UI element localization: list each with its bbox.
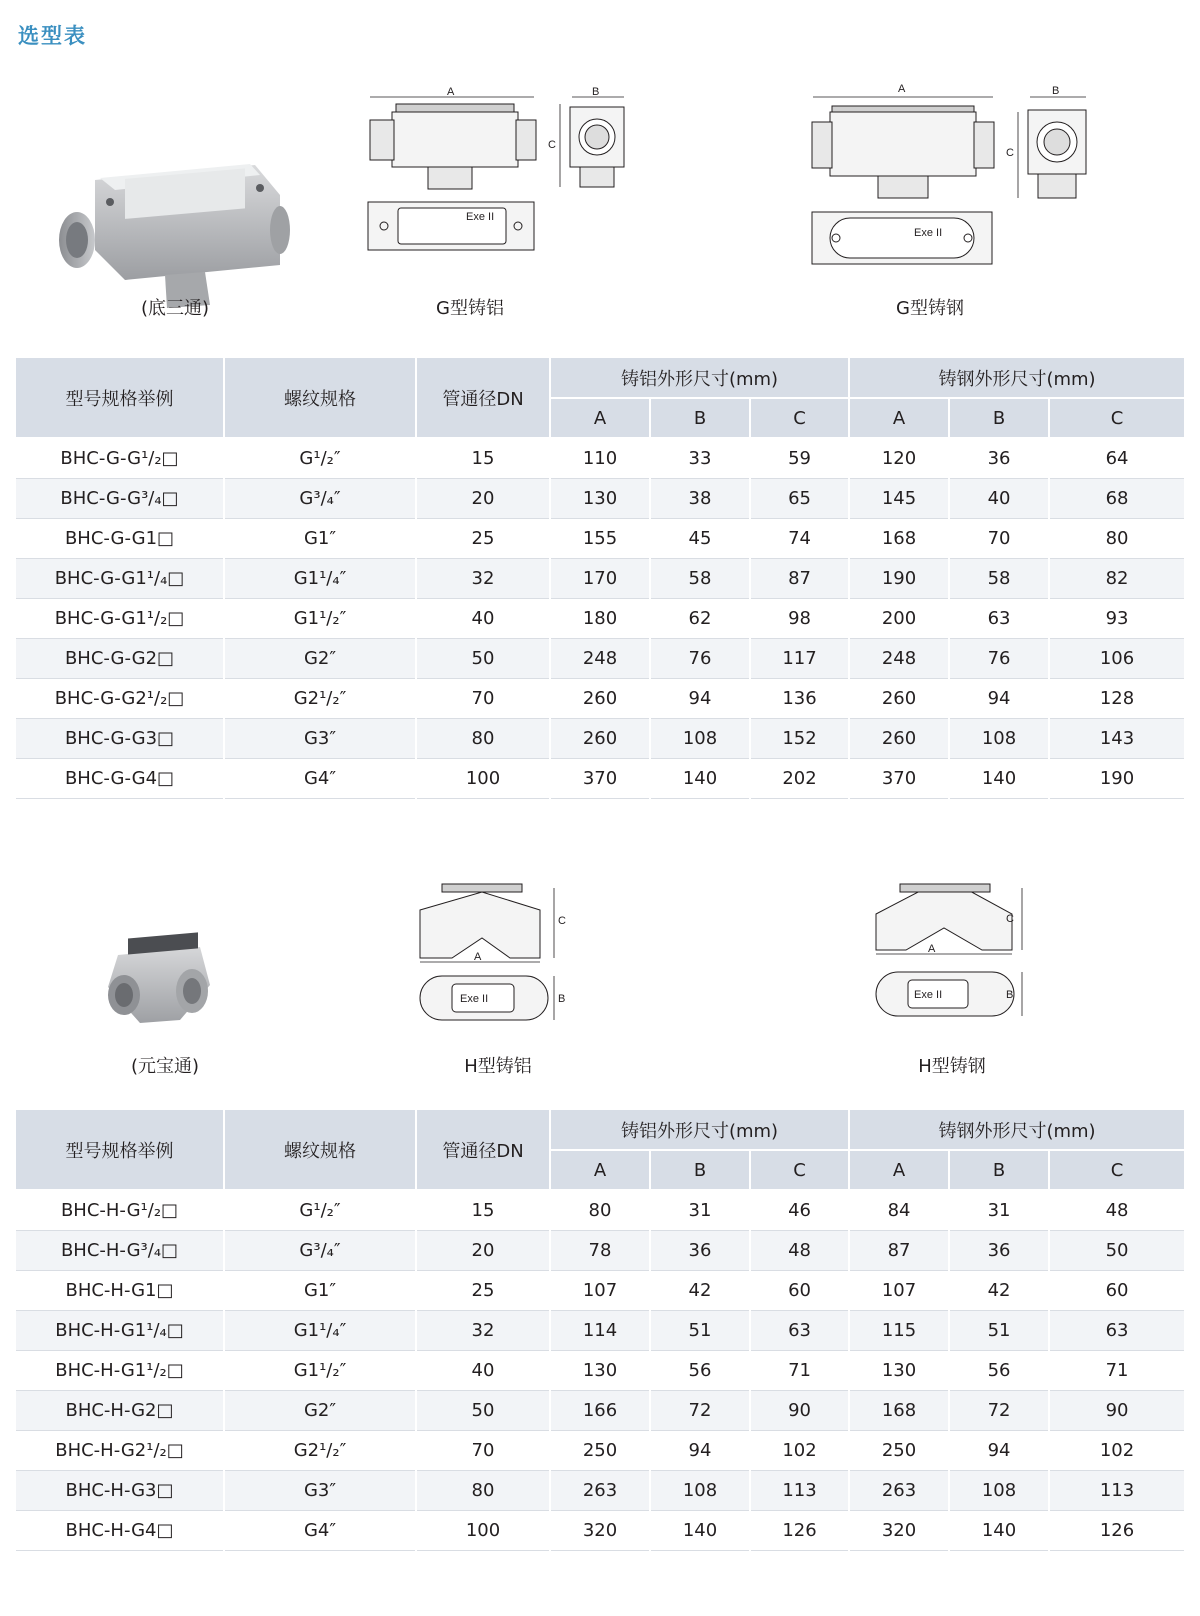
cell-model: BHC-H-G2□ [16, 1391, 224, 1431]
cell-al-c: 46 [750, 1190, 849, 1231]
exe-mark: Exe II [460, 993, 489, 1005]
cell-al-b: 94 [650, 679, 750, 719]
cell-dn: 50 [416, 639, 550, 679]
cell-thread: G³/₄″ [224, 479, 416, 519]
table-row [16, 1391, 1184, 1431]
dim-a-label: A [898, 83, 906, 95]
cell-model: BHC-H-G4□ [16, 1511, 224, 1551]
cell-st-b: 42 [949, 1271, 1049, 1311]
header-model: 型号规格举例 [16, 358, 224, 438]
section-h-type [0, 870, 1200, 1610]
table-body-g [16, 438, 1184, 799]
cell-st-a: 260 [849, 719, 949, 759]
cell-st-a: 260 [849, 679, 949, 719]
cell-al-b: 94 [650, 1431, 750, 1471]
header-st-c: C [1049, 1150, 1184, 1190]
header-st-b: B [949, 1150, 1049, 1190]
cell-st-a: 115 [849, 1311, 949, 1351]
cell-thread: G4″ [224, 1511, 416, 1551]
cell-st-a: 320 [849, 1511, 949, 1551]
cell-al-b: 36 [650, 1231, 750, 1271]
dim-c-label: C [1006, 913, 1014, 925]
header-al-b: B [650, 1150, 750, 1190]
cell-al-c: 98 [750, 599, 849, 639]
cell-st-b: 140 [949, 1511, 1049, 1551]
cell-al-a: 170 [550, 559, 650, 599]
cell-al-a: 320 [550, 1511, 650, 1551]
table-row [16, 679, 1184, 719]
section-g-type [0, 60, 1200, 820]
cell-st-c: 82 [1049, 559, 1184, 599]
cell-al-b: 45 [650, 519, 750, 559]
dim-a-label: A [474, 951, 482, 963]
cell-dn: 70 [416, 679, 550, 719]
cell-st-c: 60 [1049, 1271, 1184, 1311]
cell-st-a: 168 [849, 519, 949, 559]
cell-thread: G¹/₂″ [224, 438, 416, 479]
dim-c-label: C [1006, 147, 1014, 159]
header-st-a: A [849, 1150, 949, 1190]
header-al-c: C [750, 1150, 849, 1190]
cell-dn: 15 [416, 1190, 550, 1231]
cell-thread: G1¹/₄″ [224, 559, 416, 599]
caption-h-aluminum: H型铸铝 [464, 1056, 532, 1077]
cell-st-a: 248 [849, 639, 949, 679]
cell-al-c: 48 [750, 1231, 849, 1271]
cell-model: BHC-G-G2□ [16, 639, 224, 679]
cell-st-b: 36 [949, 438, 1049, 479]
cell-thread: G2″ [224, 1391, 416, 1431]
cell-al-c: 59 [750, 438, 849, 479]
cell-al-b: 76 [650, 639, 750, 679]
table-row [16, 719, 1184, 759]
cell-al-a: 248 [550, 639, 650, 679]
cell-st-a: 263 [849, 1471, 949, 1511]
cell-st-a: 145 [849, 479, 949, 519]
cell-al-a: 263 [550, 1471, 650, 1511]
drawing-h-aluminum [412, 880, 582, 1030]
cell-al-c: 65 [750, 479, 849, 519]
cell-al-c: 126 [750, 1511, 849, 1551]
cell-dn: 80 [416, 719, 550, 759]
cell-al-b: 51 [650, 1311, 750, 1351]
cell-model: BHC-H-G³/₄□ [16, 1231, 224, 1271]
cell-al-a: 130 [550, 1351, 650, 1391]
cell-st-b: 36 [949, 1231, 1049, 1271]
cell-thread: G2¹/₂″ [224, 1431, 416, 1471]
header-dn: 管通径DN [416, 358, 550, 438]
cell-al-b: 108 [650, 719, 750, 759]
header-steel-group: 铸钢外形尺寸(mm) [849, 1110, 1184, 1150]
dim-c-label: C [548, 139, 556, 151]
cell-al-c: 113 [750, 1471, 849, 1511]
table-row [16, 1271, 1184, 1311]
cell-al-c: 74 [750, 519, 849, 559]
cell-dn: 100 [416, 759, 550, 799]
cell-model: BHC-G-G³/₄□ [16, 479, 224, 519]
cell-st-b: 140 [949, 759, 1049, 799]
cell-thread: G1″ [224, 1271, 416, 1311]
cell-thread: G1¹/₂″ [224, 599, 416, 639]
cell-st-b: 72 [949, 1391, 1049, 1431]
cell-st-c: 50 [1049, 1231, 1184, 1271]
dim-b-label: B [592, 86, 600, 98]
cell-al-a: 110 [550, 438, 650, 479]
header-model: 型号规格举例 [16, 1110, 224, 1190]
cell-al-b: 33 [650, 438, 750, 479]
cell-al-b: 58 [650, 559, 750, 599]
cell-thread: G¹/₂″ [224, 1190, 416, 1231]
header-thread: 螺纹规格 [224, 358, 416, 438]
cell-st-b: 31 [949, 1190, 1049, 1231]
header-aluminum-group: 铸铝外形尺寸(mm) [550, 1110, 849, 1150]
dim-a-label: A [447, 86, 455, 98]
cell-st-b: 58 [949, 559, 1049, 599]
cell-st-c: 63 [1049, 1311, 1184, 1351]
caption-ingot-tee: (元宝通) [130, 1056, 200, 1077]
cell-al-c: 102 [750, 1431, 849, 1471]
drawing-g-aluminum [362, 82, 652, 282]
cell-st-c: 143 [1049, 719, 1184, 759]
table-row [16, 1351, 1184, 1391]
cell-thread: G4″ [224, 759, 416, 799]
table-row [16, 438, 1184, 479]
cell-st-a: 130 [849, 1351, 949, 1391]
cell-dn: 25 [416, 1271, 550, 1311]
cell-st-b: 70 [949, 519, 1049, 559]
cell-al-b: 108 [650, 1471, 750, 1511]
caption-g-aluminum: G型铸铝 [436, 298, 504, 319]
dim-a-label: A [928, 943, 936, 955]
cell-al-c: 71 [750, 1351, 849, 1391]
cell-st-b: 108 [949, 1471, 1049, 1511]
cell-model: BHC-G-G1□ [16, 519, 224, 559]
cell-st-b: 40 [949, 479, 1049, 519]
cell-al-c: 202 [750, 759, 849, 799]
cell-al-c: 136 [750, 679, 849, 719]
cell-thread: G1¹/₂″ [224, 1351, 416, 1391]
cell-model: BHC-H-G1□ [16, 1271, 224, 1311]
cell-al-b: 140 [650, 1511, 750, 1551]
page-title: 选型表 [18, 24, 87, 48]
dim-b-label: B [1006, 989, 1014, 1001]
cell-model: BHC-G-G1¹/₂□ [16, 599, 224, 639]
cell-dn: 25 [416, 519, 550, 559]
cell-dn: 100 [416, 1511, 550, 1551]
cell-model: BHC-G-G¹/₂□ [16, 438, 224, 479]
cell-thread: G1¹/₄″ [224, 1311, 416, 1351]
dim-b-label: B [1052, 85, 1060, 97]
drawing-g-steel [808, 82, 1108, 282]
cell-st-c: 48 [1049, 1190, 1184, 1231]
exe-mark: Exe II [466, 211, 495, 223]
cell-al-a: 107 [550, 1271, 650, 1311]
cell-model: BHC-G-G1¹/₄□ [16, 559, 224, 599]
cell-model: BHC-H-G3□ [16, 1471, 224, 1511]
cell-al-b: 42 [650, 1271, 750, 1311]
cell-st-c: 64 [1049, 438, 1184, 479]
table-row [16, 479, 1184, 519]
cell-st-b: 56 [949, 1351, 1049, 1391]
table-row [16, 1190, 1184, 1231]
cell-al-b: 38 [650, 479, 750, 519]
cell-al-a: 180 [550, 599, 650, 639]
cell-st-a: 190 [849, 559, 949, 599]
table-body-h [16, 1190, 1184, 1551]
cell-st-c: 128 [1049, 679, 1184, 719]
cell-st-c: 71 [1049, 1351, 1184, 1391]
header-st-c: C [1049, 398, 1184, 438]
header-st-b: B [949, 398, 1049, 438]
cell-st-c: 126 [1049, 1511, 1184, 1551]
cell-model: BHC-G-G3□ [16, 719, 224, 759]
cell-al-a: 260 [550, 719, 650, 759]
header-al-a: A [550, 1150, 650, 1190]
cell-st-a: 84 [849, 1190, 949, 1231]
table-row [16, 1431, 1184, 1471]
cell-dn: 80 [416, 1471, 550, 1511]
cell-st-a: 250 [849, 1431, 949, 1471]
cell-al-b: 140 [650, 759, 750, 799]
header-al-b: B [650, 398, 750, 438]
cell-al-a: 250 [550, 1431, 650, 1471]
drawing-h-steel [872, 880, 1042, 1030]
cell-thread: G3″ [224, 1471, 416, 1511]
cell-st-a: 370 [849, 759, 949, 799]
cell-thread: G2″ [224, 639, 416, 679]
header-st-a: A [849, 398, 949, 438]
cell-st-a: 200 [849, 599, 949, 639]
header-aluminum-group: 铸铝外形尺寸(mm) [550, 358, 849, 398]
cell-al-c: 63 [750, 1311, 849, 1351]
table-row [16, 1231, 1184, 1271]
cell-st-a: 168 [849, 1391, 949, 1431]
cell-al-c: 60 [750, 1271, 849, 1311]
cell-dn: 15 [416, 438, 550, 479]
cell-al-c: 87 [750, 559, 849, 599]
cell-st-a: 87 [849, 1231, 949, 1271]
cell-thread: G3″ [224, 719, 416, 759]
table-row [16, 759, 1184, 799]
cell-st-c: 190 [1049, 759, 1184, 799]
cell-st-c: 80 [1049, 519, 1184, 559]
cell-al-b: 62 [650, 599, 750, 639]
cell-st-b: 63 [949, 599, 1049, 639]
cell-model: BHC-H-G1¹/₂□ [16, 1351, 224, 1391]
cell-st-b: 51 [949, 1311, 1049, 1351]
cell-dn: 50 [416, 1391, 550, 1431]
table-row [16, 1511, 1184, 1551]
exe-mark: Exe II [914, 227, 943, 239]
cell-thread: G2¹/₂″ [224, 679, 416, 719]
cell-st-c: 106 [1049, 639, 1184, 679]
cell-st-a: 120 [849, 438, 949, 479]
cell-al-c: 90 [750, 1391, 849, 1431]
cell-dn: 70 [416, 1431, 550, 1471]
cell-dn: 40 [416, 599, 550, 639]
cell-al-c: 117 [750, 639, 849, 679]
cell-model: BHC-G-G4□ [16, 759, 224, 799]
table-row [16, 1471, 1184, 1511]
cell-st-b: 94 [949, 1431, 1049, 1471]
header-dn: 管通径DN [416, 1110, 550, 1190]
cell-st-c: 90 [1049, 1391, 1184, 1431]
cell-al-a: 260 [550, 679, 650, 719]
cell-thread: G³/₄″ [224, 1231, 416, 1271]
cell-st-b: 108 [949, 719, 1049, 759]
cell-al-a: 130 [550, 479, 650, 519]
spec-table-h [16, 1110, 1184, 1551]
cell-st-a: 107 [849, 1271, 949, 1311]
dim-c-label: C [558, 915, 566, 927]
cell-al-a: 80 [550, 1190, 650, 1231]
cell-al-b: 31 [650, 1190, 750, 1231]
cell-st-c: 93 [1049, 599, 1184, 639]
cell-st-c: 102 [1049, 1431, 1184, 1471]
table-row [16, 599, 1184, 639]
cell-al-a: 114 [550, 1311, 650, 1351]
cell-st-c: 113 [1049, 1471, 1184, 1511]
product-photo-ingot-tee [100, 925, 220, 1045]
table-row [16, 519, 1184, 559]
header-al-c: C [750, 398, 849, 438]
caption-g-steel: G型铸钢 [896, 298, 964, 319]
cell-al-a: 155 [550, 519, 650, 559]
table-row [16, 559, 1184, 599]
cell-al-a: 78 [550, 1231, 650, 1271]
cell-st-b: 76 [949, 639, 1049, 679]
cell-model: BHC-H-G¹/₂□ [16, 1190, 224, 1231]
table-row [16, 1311, 1184, 1351]
cell-model: BHC-G-G2¹/₂□ [16, 679, 224, 719]
exe-mark: Exe II [914, 989, 943, 1001]
cell-model: BHC-H-G2¹/₂□ [16, 1431, 224, 1471]
cell-al-a: 370 [550, 759, 650, 799]
caption-h-steel: H型铸钢 [918, 1056, 986, 1077]
caption-bottom-tee: (底三通) [140, 298, 210, 319]
cell-dn: 40 [416, 1351, 550, 1391]
cell-dn: 20 [416, 1231, 550, 1271]
cell-al-a: 166 [550, 1391, 650, 1431]
spec-table-g [16, 358, 1184, 799]
cell-thread: G1″ [224, 519, 416, 559]
cell-st-b: 94 [949, 679, 1049, 719]
cell-dn: 20 [416, 479, 550, 519]
header-steel-group: 铸钢外形尺寸(mm) [849, 358, 1184, 398]
cell-dn: 32 [416, 559, 550, 599]
cell-al-b: 56 [650, 1351, 750, 1391]
header-al-a: A [550, 398, 650, 438]
cell-dn: 32 [416, 1311, 550, 1351]
header-thread: 螺纹规格 [224, 1110, 416, 1190]
cell-st-c: 68 [1049, 479, 1184, 519]
cell-model: BHC-H-G1¹/₄□ [16, 1311, 224, 1351]
cell-al-b: 72 [650, 1391, 750, 1431]
cell-al-c: 152 [750, 719, 849, 759]
dim-b-label: B [558, 993, 566, 1005]
table-row [16, 639, 1184, 679]
